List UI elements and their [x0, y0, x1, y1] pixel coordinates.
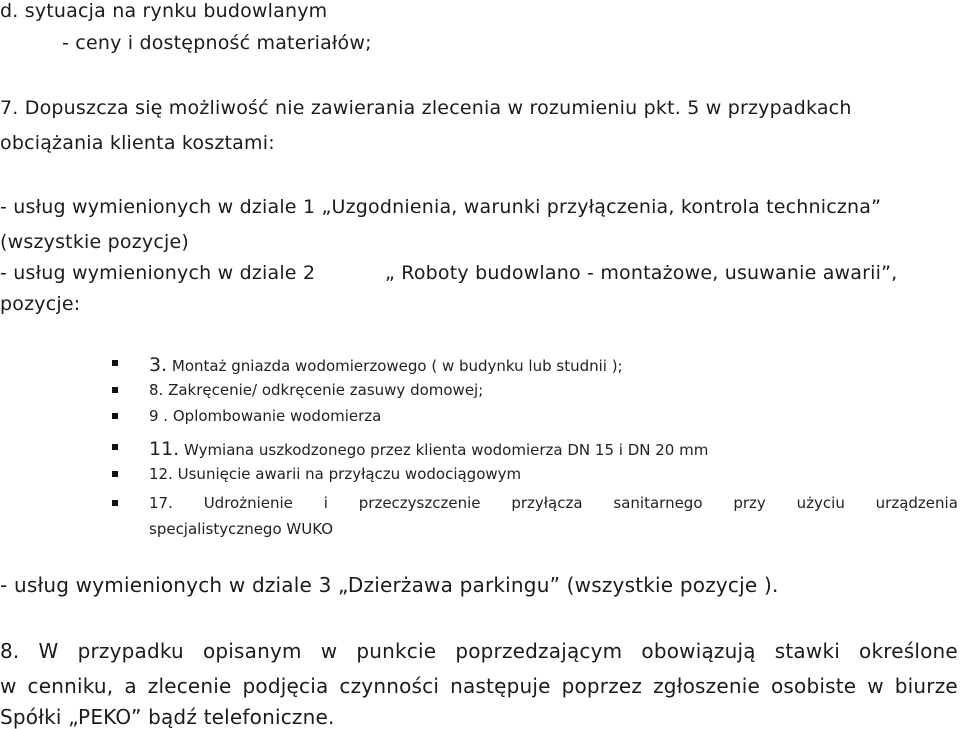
- p8-line3: Spółki „PEKO” bądź telefoniczne.: [0, 705, 335, 729]
- bullet-square-icon: [112, 471, 118, 477]
- bullet-square-icon: [112, 387, 118, 393]
- word: cenniku,: [27, 674, 114, 698]
- word: użyciu: [796, 494, 845, 512]
- list-item-17-text: [149, 494, 958, 512]
- p7-line2: obciążania klienta kosztami:: [0, 132, 275, 154]
- word: biurze: [894, 674, 958, 698]
- word: przyłącza: [511, 494, 583, 512]
- word: czynności: [339, 674, 440, 698]
- dz1-line1: - usług wymienionych w dziale 1 „Uzgodnienia, warunki przyłączenia, kontrola techniczna”: [0, 196, 882, 218]
- word: poprzedzającym: [455, 639, 623, 663]
- word: urządzenia: [875, 494, 958, 512]
- p7-line1: 7. Dopuszcza się możliwość nie zawierania zlecenia w rozumieniu pkt. 5 w przypadkach: [0, 97, 852, 119]
- word: obowiązują: [641, 639, 756, 663]
- word: i: [323, 494, 328, 512]
- word: zgłoszenie: [653, 674, 760, 698]
- word: punkcie: [356, 639, 437, 663]
- dz3-line: - usług wymienionych w dziale 3 „Dzierżawa parkingu” (wszystkie pozycje ).: [0, 573, 779, 597]
- word: podjęcia: [242, 674, 329, 698]
- line-d: d. sytuacja na rynku budowlanym: [0, 0, 328, 22]
- dz2-left: - usług wymienionych w dziale 2: [0, 262, 316, 284]
- word: 8.: [0, 639, 20, 663]
- word: przypadku: [77, 639, 184, 663]
- dz2-line2: pozycje:: [0, 293, 81, 315]
- word: przy: [733, 494, 766, 512]
- word: w: [320, 639, 338, 663]
- p8-line1: [0, 639, 958, 663]
- list-item-17-cont: specjalistycznego WUKO: [149, 520, 334, 538]
- word: osobiste: [770, 674, 857, 698]
- word: następuje: [450, 674, 551, 698]
- word: zlecenie: [147, 674, 232, 698]
- word: sanitarnego: [613, 494, 703, 512]
- word: w: [867, 674, 884, 698]
- word: Udrożnienie: [203, 494, 293, 512]
- word: 17.: [149, 494, 173, 512]
- word: stawki: [774, 639, 840, 663]
- word: przeczyszczenie: [358, 494, 481, 512]
- word: a: [124, 674, 137, 698]
- dz1-line2: (wszystkie pozycje): [0, 231, 189, 253]
- word: określone: [859, 639, 958, 663]
- dz2-right: „ Roboty budowlano - montażowe, usuwanie awarii”,: [385, 262, 898, 284]
- word: poprzez: [561, 674, 643, 698]
- word: W: [38, 639, 59, 663]
- bullet-square-icon: [112, 444, 118, 450]
- p8-line2: [0, 674, 958, 698]
- word: opisanym: [202, 639, 302, 663]
- line-ceny: - ceny i dostępność materiałów;: [62, 32, 372, 54]
- bullet-square-icon: [112, 500, 118, 506]
- bullet-square-icon: [112, 360, 118, 366]
- bullet-square-icon: [112, 413, 118, 419]
- word: w: [0, 674, 17, 698]
